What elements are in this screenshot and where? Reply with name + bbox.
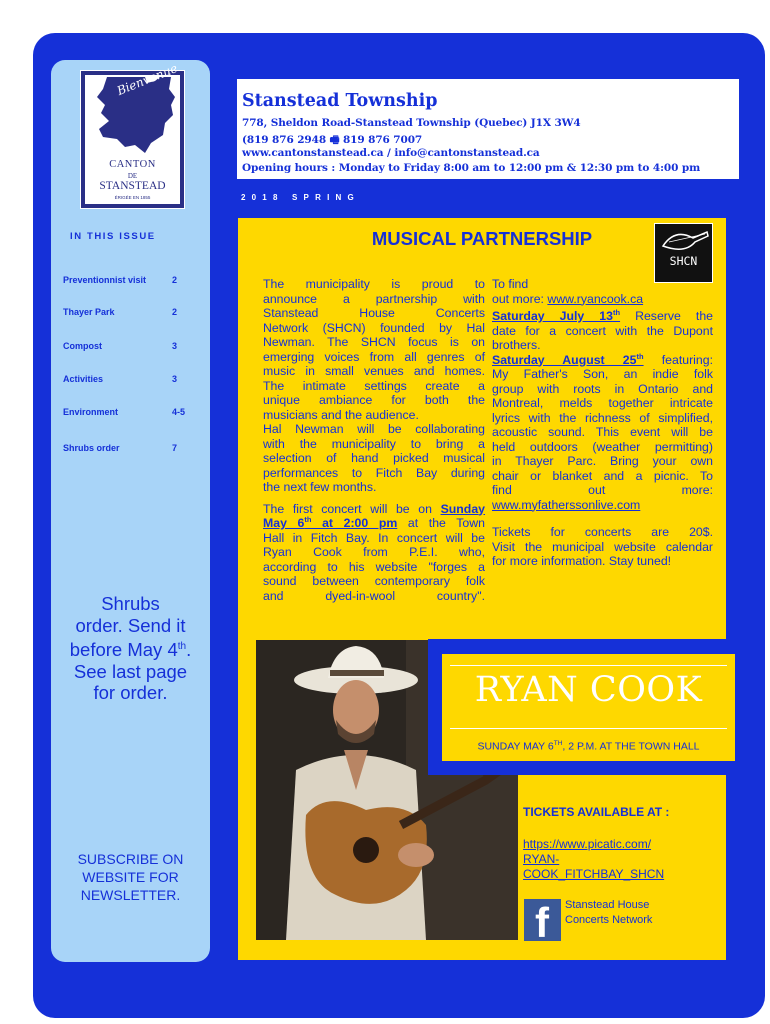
township-title: Stanstead Township	[242, 91, 438, 111]
header-box	[237, 79, 739, 179]
in-this-issue-heading: IN THIS ISSUE	[70, 231, 156, 242]
text-line: Visit the municipal website calendar	[492, 539, 713, 554]
shrubs-order-notice	[54, 593, 207, 704]
text-line: chair or blanket and a picnic. To	[492, 468, 713, 483]
text-line: emerging voices from all genres of	[263, 349, 485, 364]
text-line: announce a partnership with	[263, 291, 485, 306]
text-line: the next few months.	[263, 480, 377, 494]
shrubs-sup: th	[177, 641, 187, 652]
article-title: MUSICAL PARTNERSHIP	[371, 228, 593, 249]
text-line: musicians and the audience.	[263, 407, 419, 422]
tickets-link-line: https://www.picatic.com/	[523, 837, 652, 851]
text-line: selection of hand picked musical	[263, 451, 485, 465]
text-line	[492, 353, 713, 368]
text-line: Hal Newman will be collaborating	[263, 422, 485, 436]
toc-label: Compost	[63, 341, 102, 351]
toc-item-compost[interactable]	[63, 341, 185, 351]
toc-label: Preventionnist visit	[63, 275, 147, 285]
text-line: Stanstead House Concerts	[263, 306, 485, 320]
text-line	[492, 292, 713, 307]
text-line: sound between contemporary folk	[263, 574, 485, 588]
subscribe-line: NEWSLETTER.	[80, 887, 181, 903]
toc-item-activities[interactable]	[63, 374, 185, 384]
header-phones: (819 876 2948 🖷 819 876 7007	[242, 134, 423, 146]
shrubs-text: before May 4	[69, 639, 178, 661]
text-line: Tickets for concerts are 20$.	[492, 525, 713, 539]
banner-date	[442, 740, 735, 753]
header-address: 778, Sheldon Road-Stanstead Township (Quebec) J1X 3W4	[242, 117, 581, 129]
logo-canton: CANTON	[109, 159, 156, 170]
text-line: Newman. The SHCN focus is on	[263, 335, 485, 349]
text-line: The municipality is proud to	[263, 277, 485, 291]
shrubs-line: order. Send it	[75, 614, 186, 636]
ryancook-link[interactable]: www.ryancook.ca	[547, 291, 644, 306]
text-line: find out more:	[492, 483, 713, 497]
shrubs-line	[54, 636, 207, 661]
text-span: at the Town	[397, 516, 485, 530]
text-line: Hall in Fitch Bay. In concert will be	[263, 530, 485, 545]
text-line: brothers.	[492, 338, 541, 352]
logo-erigee: ÉRIGÉE EN 1855	[114, 195, 151, 200]
banner-artist-name: RYAN COOK	[474, 670, 703, 710]
banner-date-sup: TH	[553, 740, 563, 747]
text-span: at 2:00 pm	[311, 516, 398, 530]
shcn-logo	[654, 223, 713, 283]
text-span: out more:	[492, 291, 548, 306]
text-span: Saturday August 25	[492, 352, 637, 367]
facebook-label-line: Concerts Network	[565, 913, 653, 926]
text-sup: th	[612, 307, 621, 317]
text-line	[263, 502, 485, 517]
toc-page: 4-5	[172, 407, 186, 417]
text-line: acoustic sound. This event will be	[492, 425, 713, 439]
concert-date: Sunday	[440, 501, 485, 516]
text-line: My Father's Son, an indie folk	[492, 367, 713, 381]
text-line: lyrics with the richness of simplified,	[492, 410, 713, 425]
text-line: and dyed-in-wool country".	[263, 588, 485, 603]
shrubs-line: for order.	[93, 682, 168, 704]
shrubs-line: Shrubs	[101, 593, 160, 614]
text-line: unique ambiance for both the	[263, 393, 485, 407]
tickets-link-line: RYAN-	[523, 852, 560, 866]
toc-item-thayer-park[interactable]	[63, 307, 185, 317]
banner-rule-top	[450, 665, 727, 666]
toc-item-shrubs-order[interactable]	[63, 443, 185, 453]
july-date	[492, 309, 620, 323]
text-span: Saturday July 13	[492, 309, 613, 323]
facebook-label-line: Stanstead House	[565, 899, 650, 911]
toc-page: 2	[172, 307, 178, 317]
text-sup: th	[304, 514, 312, 524]
banner-date-text: SUNDAY MAY 6	[477, 740, 554, 753]
toc-page: 3	[172, 341, 178, 351]
subscribe-line: WEBSITE FOR	[82, 869, 179, 885]
tickets-link[interactable]	[523, 837, 713, 882]
tickets-heading: TICKETS AVAILABLE AT :	[523, 805, 670, 819]
text-line: performances to Fitch Bay during	[263, 465, 485, 480]
text-span: May 6	[263, 516, 305, 530]
logo-stanstead: STANSTEAD	[99, 180, 166, 192]
shcn-logo-text: SHCN	[669, 254, 698, 268]
subscribe-notice	[54, 850, 207, 904]
text-line: To find	[492, 277, 529, 291]
article-left-column	[263, 277, 485, 603]
text-line	[492, 498, 713, 513]
text-span: featuring:	[643, 352, 713, 367]
text-line: date for a concert with the Dupont	[492, 323, 713, 338]
shrubs-line: See last page	[73, 660, 188, 682]
text-line: music in small venues and homes.	[263, 364, 485, 378]
season-label: 2018 SPRING	[241, 193, 360, 202]
text-span: Reserve the	[620, 309, 713, 323]
text-line	[263, 516, 485, 531]
toc-page: 7	[172, 443, 178, 453]
tickets-link-line: COOK_FITCHBAY_SHCN	[523, 867, 665, 881]
township-logo	[80, 61, 185, 209]
facebook-page-label[interactable]	[565, 898, 652, 927]
toc-page: 3	[172, 374, 178, 384]
toc-label: Activities	[63, 374, 104, 384]
header-web[interactable]: www.cantonstanstead.ca / info@cantonstanstead.ca	[242, 147, 540, 159]
text-line: according to his website "forges a	[263, 559, 485, 574]
logo-inner	[85, 61, 180, 204]
text-sup: th	[636, 351, 644, 361]
banner-rule-bottom	[450, 728, 727, 729]
text-line: The intimate settings create a	[263, 378, 485, 393]
toc-item-preventionnist[interactable]	[63, 275, 185, 285]
guitar-icon	[655, 224, 712, 254]
august-date	[492, 353, 644, 367]
toc-label: Thayer Park	[63, 307, 115, 317]
text-line: group with roots in Ontario and	[492, 381, 713, 396]
logo-de: DE	[127, 172, 138, 180]
text-line: Network (SHCN) founded by Hal	[263, 320, 485, 335]
subscribe-line: SUBSCRIBE ON	[77, 851, 184, 867]
text-line: for more information. Stay tuned!	[492, 554, 672, 568]
toc-label: Shrubs order	[63, 443, 120, 453]
logo-script-text: Bienvenue	[115, 61, 180, 98]
facebook-icon[interactable]: f	[524, 899, 561, 941]
concert-date	[263, 516, 397, 530]
toc-item-environment[interactable]	[63, 407, 185, 417]
header-hours: Opening hours : Monday to Friday 8:00 am to 12:00 pm & 12:30 pm to 4:00 pm	[242, 162, 701, 174]
text-line: Ryan Cook from P.E.I. who,	[263, 545, 485, 559]
text-line: held outdoors (weather permitting)	[492, 439, 713, 454]
text-line	[492, 309, 713, 324]
banner-date-text: , 2 P.M. AT THE TOWN HALL	[562, 740, 700, 753]
text-span: The first concert will be on	[263, 501, 441, 516]
toc-page: 2	[172, 275, 178, 285]
text-line: with the municipality to bring a	[263, 436, 485, 451]
text-line: Montreal, melds together intricate	[492, 396, 713, 410]
article-right-column	[492, 277, 713, 569]
shrubs-text: .	[186, 639, 192, 661]
myfathersson-link[interactable]: www.myfatherssonlive.com	[492, 497, 641, 512]
toc-label: Environment	[63, 407, 119, 417]
text-line: in Thayer Parc. Bring your own	[492, 454, 713, 468]
